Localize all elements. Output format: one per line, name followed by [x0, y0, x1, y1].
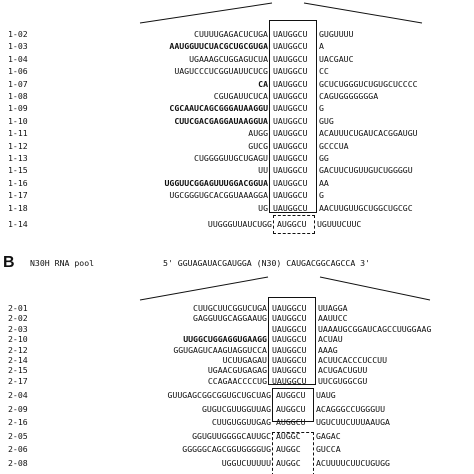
clone-id: 1-15 — [8, 165, 28, 176]
sequence-left: GUCG — [248, 140, 268, 151]
sequence-left: GUGUCGUUGGUUAG — [201, 403, 271, 414]
sequence-left: UUGGGUUAUCUGG — [207, 219, 272, 229]
sequence-right: AA — [319, 177, 329, 188]
clone-id: 1-11 — [8, 128, 28, 139]
sequence-left: CUGGGGUUGCUGAGU — [194, 153, 268, 163]
sequence-right: ACUUCACCCUCCUU — [318, 355, 388, 365]
sequence-right: ACAGGGCCUGGGUU — [316, 403, 386, 414]
sequence-core: UAUGGCU — [272, 323, 307, 334]
sequence-right: GUCCA — [316, 444, 341, 455]
sequence-right: CAGUGGGGGGGA — [319, 91, 379, 101]
sequence-right: G — [319, 190, 324, 201]
sequence-right: GUG — [319, 115, 334, 126]
sequence-core: UAUGGCU — [272, 303, 307, 313]
sequence-right: UUAGGA — [318, 303, 348, 313]
clone-id: 1-09 — [8, 103, 28, 114]
panel-a-right-connector — [304, 3, 422, 23]
sequence-right: ACUUUUCUUCUGUGG — [316, 458, 390, 468]
pool-sequence: 5' GGUAGAUACGAUGGA (N30) CAUGACGGCAGCCA 3' — [163, 258, 371, 268]
sequence-core: UAUGGCU — [273, 153, 308, 163]
sequence-left: CUUGUGGUUGAG — [211, 417, 271, 428]
sequence-core: AUGGCU — [276, 417, 306, 428]
sequence-left: UUGGCUGGAGGUGAAGG — [183, 334, 267, 345]
clone-id: 1-10 — [8, 115, 28, 126]
panel-b-left-connector — [140, 277, 268, 300]
sequence-core: UAUGGCU — [273, 41, 308, 52]
sequence-left: CGCAAUCAGCGGGAUAAGGU — [169, 103, 268, 114]
clone-id: 2-04 — [8, 390, 28, 400]
sequence-left: GGUGAGUCAAGUAGGUCCA — [173, 344, 267, 355]
pool-label: N30H RNA pool — [30, 258, 95, 268]
sequence-right: ACAUUUCUGAUCACGGAUGU — [319, 128, 418, 139]
clone-id: 1-03 — [8, 41, 28, 52]
sequence-core: AUGGC — [276, 444, 301, 455]
sequence-right: ACUGACUGUU — [318, 365, 368, 376]
sequence-core: UAUGGCU — [273, 115, 308, 126]
clone-id: 2-14 — [8, 355, 28, 365]
sequence-left: CUUCGACGAGGAUAAGGUA — [174, 115, 268, 126]
panel-b-right-connector — [320, 277, 430, 300]
sequence-right: GG — [319, 153, 329, 163]
clone-id: 1-12 — [8, 140, 28, 151]
clone-id: 1-17 — [8, 190, 28, 201]
sequence-left: CGUGAUUCUCA — [213, 91, 268, 101]
sequence-core: UAUGGCU — [273, 128, 308, 139]
sequence-left: GAGGUUGCAGGAAUG — [193, 313, 267, 324]
sequence-core: UAUGGCU — [273, 177, 308, 188]
sequence-left: UGAACGUGAGAG — [207, 365, 267, 376]
sequence-left: UAGUCCCUCGGUAUUCUCG — [174, 66, 268, 77]
sequence-left: CA — [258, 78, 268, 89]
clone-id: 1-13 — [8, 153, 28, 163]
sequence-left: UGAAAGCUGGAGUCUA — [189, 53, 268, 64]
sequence-core: UAUGGCU — [273, 140, 308, 151]
clone-id: 2-10 — [8, 334, 28, 345]
sequence-right: G — [319, 103, 324, 114]
clone-id: 2-17 — [8, 375, 28, 386]
sequence-right: GCCCUA — [319, 140, 349, 151]
sequence-left: UG — [258, 202, 268, 213]
sequence-core: UAUGGCU — [272, 334, 307, 345]
sequence-right: GCUCUGGGUCUGUGCUCCCC — [319, 78, 418, 89]
clone-id: 2-09 — [8, 403, 28, 414]
sequence-core: UAUGGCU — [273, 66, 308, 77]
sequence-core: AUGGCU — [277, 219, 307, 229]
sequence-right: AAUUCC — [318, 313, 348, 324]
sequence-left: UGCGGGUGCACGGUAAAGGA — [169, 190, 268, 201]
sequence-right: AACUUGUUGCUGGCUGCGC — [319, 202, 413, 213]
sequence-right: UUCGUGGCGU — [318, 375, 368, 386]
clone-id: 1-08 — [8, 91, 28, 101]
sequence-core: UAUGGCU — [273, 29, 308, 39]
sequence-core: UAUGGCU — [272, 375, 307, 386]
clone-id: 2-08 — [8, 458, 28, 468]
sequence-core: UAUGGCU — [273, 165, 308, 176]
sequence-right: ACUAU — [318, 334, 343, 345]
clone-id: 2-02 — [8, 313, 28, 324]
panel-letter-b: B — [3, 254, 15, 271]
sequence-core: AUGGC — [276, 430, 301, 441]
clone-id: 2-15 — [8, 365, 28, 376]
clone-id: 2-12 — [8, 344, 28, 355]
clone-id: 2-01 — [8, 303, 28, 313]
sequence-core: UAUGGCU — [272, 355, 307, 365]
sequence-left: UCUUGAGAU — [222, 355, 267, 365]
sequence-left: GGUGUUGGGGCAUUGC — [192, 430, 271, 441]
clone-id: 1-07 — [8, 78, 28, 89]
sequence-core: UAUGGCU — [272, 313, 307, 324]
clone-id: 2-06 — [8, 444, 28, 455]
sequence-left: CUUGCUUCGGUCUGA — [193, 303, 267, 313]
sequence-right: UGUUUCUUC — [317, 219, 362, 229]
sequence-right: GAGAC — [316, 430, 341, 441]
sequence-left: UGGUCUUUUU — [221, 458, 271, 468]
sequence-right: AAAG — [318, 344, 338, 355]
sequence-core: UAUGGCU — [273, 53, 308, 64]
sequence-right: UACGAUC — [319, 53, 354, 64]
sequence-core: UAUGGCU — [273, 202, 308, 213]
sequence-right: UGUCUUCUUUAAUGA — [316, 417, 390, 428]
sequence-left: UU — [258, 165, 268, 176]
clone-id: 2-16 — [8, 417, 28, 428]
clone-id: 1-02 — [8, 29, 28, 39]
sequence-core: UAUGGCU — [273, 78, 308, 89]
sequence-left: AUGG — [248, 128, 268, 139]
sequence-left: GGGGGCAGCGGUGGGGUG — [182, 444, 271, 455]
clone-id: 1-04 — [8, 53, 28, 64]
sequence-core: UAUGGCU — [273, 91, 308, 101]
sequence-core: AUGGC — [276, 458, 301, 468]
sequence-core: UAUGGCU — [273, 103, 308, 114]
clone-id: 2-03 — [8, 323, 28, 334]
clone-id: 1-18 — [8, 202, 28, 213]
sequence-left: CCAGAACCCCUG — [207, 375, 267, 386]
clone-id: 1-16 — [8, 177, 28, 188]
sequence-left: GUUGAGCGGCGGUGCUGCUAG — [167, 390, 271, 400]
sequence-core: UAUGGCU — [273, 190, 308, 201]
sequence-right: UAAAUGCGGAUCAGCCUUGGAAG — [318, 323, 432, 334]
sequence-core: UAUGGCU — [272, 344, 307, 355]
sequence-left: AAUGGUUCUACGCUGCGUGA — [169, 41, 268, 52]
sequence-right: GUGUUUU — [319, 29, 354, 39]
clone-id: 2-05 — [8, 430, 28, 441]
sequence-left: UGGUUCGGAGUUUGGACGGUA — [164, 177, 268, 188]
sequence-right: GACUUCUGUUGUCUGGGGU — [319, 165, 413, 176]
clone-id: 1-14 — [8, 219, 28, 229]
panel-a-left-connector — [140, 3, 272, 23]
sequence-core: UAUGGCU — [272, 365, 307, 376]
sequence-right: UAUG — [316, 390, 336, 400]
sequence-core: AUGGCU — [276, 390, 306, 400]
sequence-left: CUUUUGAGACUCUGA — [194, 29, 268, 39]
sequence-right: A — [319, 41, 324, 52]
sequence-right: CC — [319, 66, 329, 77]
sequence-core: AUGGCU — [276, 403, 306, 414]
clone-id: 1-06 — [8, 66, 28, 77]
